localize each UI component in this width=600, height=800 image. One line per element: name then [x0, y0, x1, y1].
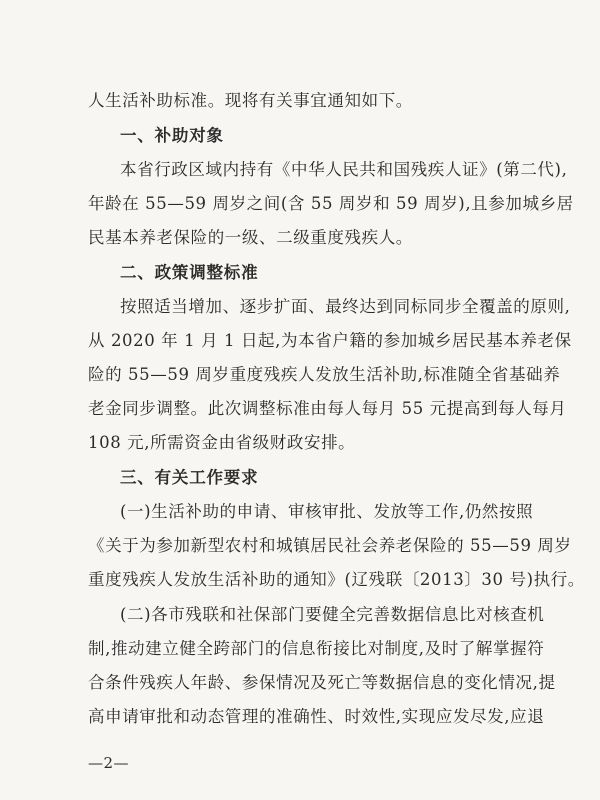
text-line-5: 民基本养老保险的一级、二级重度残疾人。	[88, 228, 413, 247]
text-line-18: 合条件残疾人年龄、参保情况及死亡等数据信息的变化情况,提	[88, 673, 556, 692]
text-line-16: (二)各市残联和社保部门要健全完善数据信息比对核查机	[120, 605, 545, 624]
text-line-15: 重度残疾人发放生活补助的通知》(辽残联〔2013〕30 号)执行。	[88, 570, 585, 589]
text-line-10: 老金同步调整。此次调整标准由每人每月 55 元提高到每人每月	[88, 399, 567, 418]
text-line-1: 人生活补助标准。现将有关事宜通知如下。	[88, 91, 413, 110]
text-line-3: 本省行政区域内持有《中华人民共和国残疾人证》(第二代),	[120, 160, 568, 179]
section-heading-3: 三、有关工作要求	[120, 468, 259, 487]
text-line-11: 108 元,所需资金由省级财政安排。	[88, 433, 356, 452]
text-line-14: 《关于为参加新型农村和城镇居民社会养老保险的 55—59 周岁	[88, 536, 572, 555]
text-line-19: 高申请审批和动态管理的准确性、时效性,实现应发尽发,应退	[88, 707, 545, 726]
section-heading-2: 二、政策调整标准	[120, 263, 259, 282]
text-line-7: 按照适当增加、逐步扩面、最终达到同标同步全覆盖的原则,	[120, 297, 571, 316]
page-number: —2—	[88, 754, 130, 772]
section-heading-1: 一、补助对象	[120, 126, 224, 145]
text-line-13: (一)生活补助的申请、审核审批、发放等工作,仍然按照	[120, 502, 534, 521]
text-line-17: 制,推动建立健全跨部门的信息衔接比对制度,及时了解掌握符	[88, 639, 545, 658]
text-line-4: 年龄在 55—59 周岁之间(含 55 周岁和 59 周岁),且参加城乡居	[88, 194, 574, 213]
text-line-9: 险的 55—59 周岁重度残疾人发放生活补助,标准随全省基础养	[88, 365, 561, 384]
text-line-8: 从 2020 年 1 月 1 日起,为本省户籍的参加城乡居民基本养老保	[88, 331, 572, 350]
